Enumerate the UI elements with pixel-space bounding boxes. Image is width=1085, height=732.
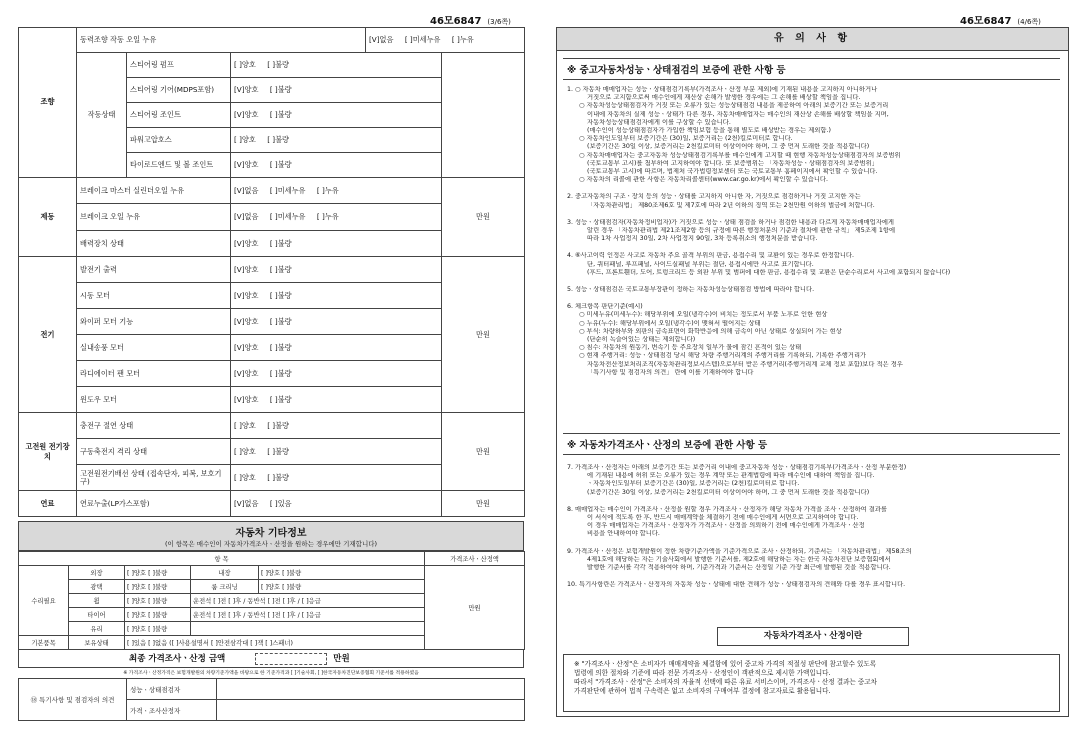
section-label: 연료 (19, 491, 77, 517)
status-check[interactable]: [V]양호 [ ]불량 (231, 387, 442, 413)
subgroup-label: 작동상태 (77, 52, 127, 177)
inspection-row (19, 52, 525, 77)
status-check[interactable]: [V]양호 [ ]불량 (231, 335, 442, 361)
appraisal-title: 자동차가격조사ㆍ산정이란 (717, 627, 909, 646)
status-check[interactable]: [V]양호 [ ]불량 (231, 361, 442, 387)
page-indicator: (4/6쪽) (1017, 18, 1041, 26)
status-check[interactable]: [V]양호 [ ]불량 (231, 230, 442, 257)
notice-line: 7. 가격조사ㆍ산정자는 아래의 보증기간 또는 보증거리 이내에 중고자동차 성능ㆍ상태점검기록부(가격조사ㆍ산정 부분한정) (567, 464, 907, 471)
etc-status[interactable]: [ ]양호 [ ]불량 (125, 566, 191, 580)
etc-status[interactable]: [ ]양호 [ ]불량 (125, 622, 191, 636)
page-indicator: (3/6쪽) (487, 18, 511, 26)
item-label: 배력장치 상태 (77, 230, 231, 257)
basic-items-label: 기본품목 (19, 636, 69, 650)
final-price-label: 최종 가격조사ㆍ산정 금액 (129, 654, 226, 664)
appraisal-box (563, 654, 1060, 712)
notice-line: (매수인이 성능상태점검자가 가입한 책임보험 등을 통해 별도로 배상받는 경우는 제외함.) (587, 127, 831, 135)
status-check[interactable]: [ ]양호 [ ]불량 (231, 439, 442, 465)
notice-line: 4. ⑥사고이력 인정은 사고로 자동차 주요 골격 부위의 판금, 용접수리 및 교환이 있는 경우로 한정합니다. (567, 252, 854, 260)
appraisal-line: 가격판단에 관하여 법적 구속력은 없고 소비자의 구매여부 결정에 참고자료로 활용됩니다. (574, 687, 831, 695)
status-check[interactable]: [ ]양호 [ ]불량 (231, 127, 442, 152)
etc-status[interactable]: [ ]양호 [ ]불량 (125, 608, 191, 622)
appraisal-line: 법령에 의한 절차와 기준에 따라 전문 가격조사ㆍ산정인이 객관적으로 제시한 가액입니다. (574, 669, 831, 677)
item-label: 브레이크 마스터 실린더오일 누유 (77, 177, 231, 204)
notice-line: (후드, 프론트휀더, 도어, 트렁크리드 등 외판 부위 및 범퍼에 대한 판금, 용접수리 및 교환은 단순수리로서 사고에 포함되지 않습니다) (587, 268, 951, 276)
price-note: ※ 가격조사ㆍ산정가격은 보험개발원의 차량기준가액을 바탕으로 한 기준가격과 [ ]기술사회, [ ]한국자동차진단보증협회 기준서를 적용하였음 (123, 671, 419, 676)
doc-no: 46모6847 (430, 16, 482, 27)
notice-line: 9. 가격조사ㆍ산정은 보험개발원이 정한 차량기준가액을 기준가격으로 조사ㆍ산정하되, 기준서는 「자동차관리법」 제58조의 (567, 547, 912, 555)
item-label: 충전구 절연 상태 (77, 413, 231, 439)
notice-line: (국토교통부 고시)를 첨부하여 고지하여야 합니다. 또 보증범위는 「자동차성능ㆍ상태점검자의 보증범위」 (587, 159, 878, 167)
item-label: 시동 모터 (77, 283, 231, 309)
document-number (960, 12, 1041, 27)
inspection-table (18, 27, 525, 517)
etc-item-label: 타이어 (69, 608, 125, 622)
etc-table (18, 551, 525, 650)
status-check[interactable]: [V]없음 [ ]미세누유 [ ]누유 (231, 204, 442, 231)
notice-line: 이 경우 매매업자는 가격조사ㆍ산정자가 가격조사ㆍ산정을 의뢰하기 전에 매수인에게 가격조사ㆍ산정 (587, 522, 865, 530)
notice-line: 1. ○ 자동차 매매업자는 성능ㆍ상태점검기록부(가격조사ㆍ산정 부분 제외)에 기재된 내용을 고지하지 아니하거나 (567, 86, 878, 93)
item-label: 고전원전기배선 상태 (접속단자, 피복, 보호기구) (77, 465, 231, 491)
document-number (430, 12, 511, 27)
notice-line: 비용을 안내하여야 합니다. (587, 530, 660, 538)
inspection-row (19, 28, 525, 53)
etc-row (19, 566, 525, 580)
item-label: 스티어링 기어(MDPS포함) (127, 77, 231, 102)
notice-line: ○ 누유(누수): 해당부위에서 오일(냉각수)이 맺혀서 떨어지는 상태 (579, 319, 761, 327)
item-label: 스티어링 조인트 (127, 102, 231, 127)
notice-line: (국토교통부 고시)에 따르며, 법제처 국가법령정보센터 또는 국토교통부 홈페이지에서 확인할 수 있습니다. (587, 168, 878, 176)
opinion-inspector-label: 성능ㆍ상태점검자 (127, 679, 217, 700)
etc-status[interactable]: [ ]양호 [ ]불량 (125, 594, 191, 608)
opinion-inspector-field[interactable] (217, 679, 525, 700)
notice-line: ○ 자동차매매업자는 중고자동차 성능상태점검기록부를 매수인에게 고지할 때 현행 자동차성능상태점검자의 보증범위 (579, 151, 901, 159)
opinion-label: ⑱ 특기사항 및 점검자의 의견 (19, 679, 127, 721)
etc-item-label: 룸 크리닝 (191, 580, 259, 594)
status-check[interactable]: [ ]양호 [ ]불량 (231, 413, 442, 439)
notice-line: (보증기간은 30일 이상, 보증거리는 2천킬로미터 이상이어야 하며, 그 중 먼저 도래한 것을 적용합니다) (587, 143, 870, 151)
etc-col-item: 항 목 (19, 552, 425, 566)
section1-title: ※ 중고자동차성능ㆍ상태점검의 보증에 관한 사항 등 (563, 58, 1060, 80)
item-label: 스티어링 펌프 (127, 52, 231, 77)
final-price-box[interactable] (255, 653, 327, 665)
status-check[interactable]: [ ]양호 [ ]불량 (231, 465, 442, 491)
notice-line: (보증기간은 30일 이상, 보증거리는 2천킬로미터 이상이어야 하며, 그 중 먼저 도래한 것을 적용합니다) (587, 488, 870, 496)
notice-line: 따라 1차 사업정지 30일, 2차 사업정지 90일, 3차 등록취소의 행정처분을 받습니다. (587, 235, 818, 243)
item-label: 연료누출(LP가스포함) (77, 491, 231, 517)
notice-line: 발행한 기준서를 각각 적용하여야 하며, 기준가격과 기준서는 산정일 기준 가장 최근에 발행된 것을 적용합니다. (587, 564, 891, 572)
notice-line: 4제1호에 해당하는 자는 기술사회에서 발행한 기준서를, 제2호에 해당하는 자는 한국 자동차진단 보증협회에서 (587, 555, 891, 563)
final-price-unit: 만원 (333, 654, 350, 664)
cost-field[interactable]: 만원 (442, 177, 525, 257)
status-check[interactable]: [V]양호 [ ]불량 (231, 309, 442, 335)
status-check[interactable]: [V]없음 [ ]미세누유 [ ]누유 (231, 177, 442, 204)
status-check[interactable]: [V]없음 [ ]있음 (231, 491, 442, 517)
right-page (540, 0, 1085, 732)
item-label: 라디에이터 팬 모터 (77, 361, 231, 387)
etc-title: 자동차 기타정보 (235, 528, 307, 539)
status-check[interactable]: [V]양호 [ ]불량 (231, 77, 442, 102)
cost-field[interactable]: 만원 (442, 491, 525, 517)
cost-field[interactable]: 만원 (442, 257, 525, 413)
notice-box (556, 27, 1069, 717)
opinion-appraiser-label: 가격ㆍ조사산정자 (127, 700, 217, 721)
status-check[interactable]: [V]양호 [ ]불량 (231, 152, 442, 177)
notice-line: ○ 침수: 자동차의 원동기, 변속기 등 주요장치 일부가 물에 잠긴 흔적이 있는 상태 (579, 344, 802, 352)
notice-line: 「특기사항 및 점검자의 의견」 란에 이를 기재하여야 합니다 (587, 368, 754, 376)
etc-status[interactable]: [ ]양호 [ ]불량 (125, 580, 191, 594)
etc-cost-field[interactable]: 만원 (425, 566, 525, 650)
etc-item-label: 휠 (69, 594, 125, 608)
notice-line: 10. 특기사항란은 가격조사ㆍ산정자의 자동차 성능ㆍ상태에 대한 견해가 성능ㆍ상태점검자의 견해와 다를 경우 표시합니다. (567, 581, 906, 589)
notice-line: ○ 미세누유(미세누수): 해당부위에 오일(냉각수)이 비치는 정도로서 부품 노후로 인한 현상 (579, 311, 828, 319)
etc-item-label: 외장 (69, 566, 125, 580)
etc-item-label: 유리 (69, 622, 125, 636)
notice-line: 이내에 자동차의 실제 성능ㆍ상태가 다른 경우, 자동차매매업자는 매수인의 재산상 손해를 배상할 책임을 지며, (587, 110, 889, 118)
notice-line: 자동차성능상태점검자에게 이를 구상할 수 있습니다. (587, 118, 731, 126)
etc-col-price: 가격조사ㆍ산정액 (425, 552, 525, 566)
etc-item-label: 내장 (191, 566, 259, 580)
basic-items-status[interactable]: [ ]있음 [ ]없음 ([ ]사용설명서 [ ]안전삼각대 [ ]잭 [ ]스패너) (125, 636, 425, 650)
section-label: 조향 (19, 28, 77, 178)
item-label: 실내송풍 모터 (77, 335, 231, 361)
etc-status[interactable]: [ ]양호 [ ]불량 (259, 580, 425, 594)
section-label: 제동 (19, 177, 77, 257)
notice-line: 이 서식에 적도록 한 후, 반드시 매매계약을 체결하기 전에 매수인에게 서면으로 고지하여야 합니다. (587, 514, 859, 522)
item-label: 타이로드엔드 및 볼 조인트 (127, 152, 231, 177)
repair-needed-label: 수리필요 (19, 566, 69, 636)
notice-title: 유 의 사 항 (557, 28, 1068, 51)
inspection-row (19, 413, 525, 439)
etc-info-block (18, 521, 524, 721)
etc-item-label: 광택 (69, 580, 125, 594)
notice-line: 알린 경우 「자동차관리법 제21조제2항 등의 규정에 따른 행정처분의 기준과 절차에 관한 규칙」 제5조제 1항에 (587, 227, 896, 235)
item-label: 구동축전지 격리 상태 (77, 439, 231, 465)
basic-items-sub: 보유상태 (69, 636, 125, 650)
notice-line: 단, 쿼터패널, 루프패널, 사이드실패널 부위는 절단, 용접시에만 사고로 표기합니다. (587, 260, 814, 268)
status-check[interactable]: [ ]양호 [ ]불량 (231, 52, 442, 77)
left-page (0, 0, 540, 732)
inspection-row (19, 177, 525, 204)
inspection-row (19, 257, 525, 283)
status-check[interactable]: [V]양호 [ ]불량 (231, 283, 442, 309)
section-label: 고전원 전기장치 (19, 413, 77, 491)
notice-line: 2. 중고자동차의 구조ㆍ장치 등의 성능ㆍ상태를 고지하지 아니한 자, 거짓으로 점검하거나 거짓 고지한 자는 (567, 193, 861, 201)
etc-header (18, 521, 524, 551)
section2-body (567, 464, 1059, 589)
section2-title: ※ 자동차가격조사ㆍ산정의 보증에 관한 사항 등 (563, 433, 1060, 455)
etc-status[interactable] (191, 622, 425, 636)
notice-line: (단순히 녹슬어있는 상태는 제외합니다) (587, 336, 696, 344)
notice-line: 에 기재된 내용에 허위 또는 오류가 있는 경우 계약 또는 관계법령에 따라 매수인에 대하여 책임을 집니다. (587, 472, 875, 480)
status-check[interactable]: [V]양호 [ ]불량 (231, 102, 442, 127)
doc-no: 46모6847 (960, 16, 1012, 27)
item-label: 발전기 출력 (77, 257, 231, 283)
notice-line: ○ 부식: 차량하부와 외판의 금속표면이 화학반응에 의해 금속이 아닌 상태로 상실되어 가는 현상 (579, 327, 842, 335)
etc-subtitle: (이 항목은 매수인이 자동차가격조사ㆍ산정을 원하는 경우에만 기재합니다) (164, 540, 378, 548)
item-label: 파워고압호스 (127, 127, 231, 152)
notice-line: 3. 성능ㆍ상태점검자(자동차정비업자)가 거짓으로 성능ㆍ상태 점검을 하거나 점검한 내용과 다르게 자동차매매업자에게 (567, 218, 894, 226)
notice-line: ○ 자동차의 리콜에 관한 사항은 자동차리콜센터(www.car.go.kr)에서 확인할 수 있습니다. (579, 176, 829, 184)
etc-status[interactable]: [ ]양호 [ ]불량 (259, 566, 425, 580)
etc-status[interactable]: 운전석 [ ]전 [ ]후 / 동반석 [ ]전 [ ]후 / [ ]응급 (191, 608, 425, 622)
notice-line: ○ 자동차인도일부터 보증기간은 (30)일, 보증거리는 (2천)킬로미터로 합니다. (579, 135, 793, 143)
notice-line: 자동차전산정보처리조직(자동차관리정보시스템)으로부터 받은 주행거리(주행거리계 교체 정보 포함)보다 적은 경우 (587, 360, 903, 368)
etc-status[interactable]: 운전석 [ ]전 [ ]후 / 동반석 [ ]전 [ ]후 / [ ]응급 (191, 594, 425, 608)
item-label: 브레이크 오일 누유 (77, 204, 231, 231)
status-check[interactable]: [V]양호 [ ]불량 (231, 257, 442, 283)
notice-line: 「자동차관리법」 제80조제6호 및 제7호에 따라 2년 이하의 징역 또는 2천만원 이하의 벌금에 처합니다. (587, 201, 875, 209)
notice-line: 거짓으로 고지함으로써 매수인에게 재산상 손해가 발생한 경우에는 그 손해를 배상할 책임을 집니다. (587, 94, 861, 102)
status-check[interactable]: [V]없음 [ ]미세누유 [ ]누유 (366, 28, 525, 53)
item-label: 와이퍼 모터 기능 (77, 309, 231, 335)
final-price-row (18, 650, 524, 668)
notice-line: 6. 체크항목 판단기준(예시) (567, 303, 643, 311)
notice-line: ○ 자동차성능상태점검자가 거짓 또는 오류가 있는 성능상태점검 내용을 제공하여 아래의 보증기간 또는 보증거리 (579, 102, 889, 110)
notice-line: 5. 성능ㆍ상태점검은 국토교통부장관이 정하는 자동차성능상태점검 방법에 따라야 합니다. (567, 286, 815, 294)
opinion-appraiser-field[interactable] (217, 700, 525, 721)
notice-line: ○ 현재 주행거리: 성능ㆍ상태점검 당시 해당 차량 주행거리계의 주행거리를 기록하되, 기록한 주행거리가 (579, 352, 867, 360)
cost-field[interactable]: 만원 (442, 413, 525, 491)
inspection-row (19, 491, 525, 517)
notice-line: ㆍ자동차인도일부터 보증기간은 (30)일, 보증거리는 (2천)킬로미터로 합니다. (587, 480, 800, 488)
section-label: 전기 (19, 257, 77, 413)
appraisal-line: ※ "가격조사ㆍ산정"은 소비자가 매매계약을 체결함에 있어 중고차 가격의 적절성 판단에 참고할수 있도록 (574, 660, 877, 668)
item-label: 동력조향 작동 오일 누유 (77, 28, 366, 53)
appraisal-line: 따라서 "가격조사ㆍ산정"은 소비자의 자율적 선택에 따른 유료 서비스이며, 가격조사ㆍ산정 결과는 중고차 (574, 678, 878, 686)
opinion-table (18, 678, 525, 721)
notice-line: 8. 매매업자는 매수인이 가격조사ㆍ산정을 원할 경우 가격조사ㆍ산정자가 해당 자동차 가격을 조사ㆍ산정하여 결과를 (567, 505, 887, 513)
item-label: 윈도우 모터 (77, 387, 231, 413)
section1-body (567, 86, 1059, 377)
